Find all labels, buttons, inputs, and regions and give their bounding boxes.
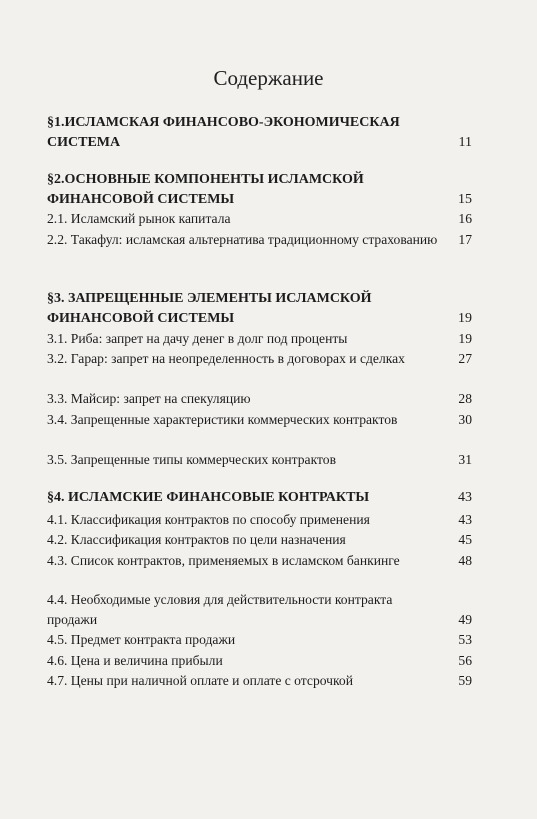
toc-entry-page: 27 bbox=[458, 351, 472, 366]
toc-entry-title: 3.1. Риба: запрет на дачу денег в долг под проценты bbox=[47, 331, 348, 346]
toc-entry-3-5 bbox=[47, 450, 472, 470]
toc-entry-page: 56 bbox=[458, 653, 472, 668]
toc-entry-page: 43 bbox=[458, 490, 472, 505]
toc-entry-4-2 bbox=[47, 530, 472, 550]
toc-entry-3-3 bbox=[47, 389, 472, 409]
toc-section-3 bbox=[47, 289, 472, 328]
toc-entry-title: 3.4. Запрещенные характеристики коммерческих контрактов bbox=[47, 412, 398, 427]
toc-entry-title: 4.7. Цены при наличной оплате и оплате с отсрочкой bbox=[47, 673, 354, 688]
toc-entry-page: 45 bbox=[458, 532, 472, 547]
toc-entry-page: 30 bbox=[458, 412, 472, 427]
toc-entry-3-1 bbox=[47, 329, 472, 349]
toc-entry-page: 19 bbox=[458, 331, 472, 346]
toc-entry-page: 48 bbox=[458, 553, 472, 568]
toc-entry-title: §3. ЗАПРЕЩЕННЫЕ ЭЛЕМЕНТЫ ИСЛАМСКОЙ ФИНАНСОВОЙ СИСТЕМЫ bbox=[47, 291, 372, 326]
toc-entry-2-2 bbox=[47, 230, 472, 250]
toc-entry-4-3 bbox=[47, 551, 472, 571]
toc-section-2 bbox=[47, 170, 472, 209]
toc-entry-page: 53 bbox=[458, 632, 472, 647]
toc-entry-page: 16 bbox=[458, 211, 472, 226]
toc-entry-page: 11 bbox=[458, 134, 472, 150]
toc-entry-page: 15 bbox=[458, 191, 472, 207]
toc-entry-title: 4.1. Классификация контрактов по способу применения bbox=[47, 512, 370, 527]
toc-entry-title: 4.4. Необходимые условия для действительности контракта продажи bbox=[47, 592, 393, 627]
toc-entry-title: §1.ИСЛАМСКАЯ ФИНАНСОВО-ЭКОНОМИЧЕСКАЯ СИСТЕМА bbox=[47, 115, 400, 150]
toc-entry-page: 59 bbox=[458, 673, 472, 688]
toc-entry-page: 17 bbox=[458, 232, 472, 247]
toc-entry-page: 31 bbox=[458, 452, 472, 467]
toc-entry-title: 4.3. Список контрактов, применяемых в исламском банкинге bbox=[47, 553, 400, 568]
toc-entry-3-2 bbox=[47, 349, 472, 369]
toc-entry-title: 4.6. Цена и величина прибыли bbox=[47, 653, 223, 668]
toc-entry-3-4 bbox=[47, 410, 472, 430]
toc-entry-title: 3.5. Запрещенные типы коммерческих контрактов bbox=[47, 452, 336, 467]
toc-entry-page: 43 bbox=[458, 512, 472, 527]
toc-entry-2-1 bbox=[47, 209, 472, 229]
toc-entry-title: §2.ОСНОВНЫЕ КОМПОНЕНТЫ ИСЛАМСКОЙ ФИНАНСОВОЙ СИСТЕМЫ bbox=[47, 172, 364, 207]
toc-entry-4-1 bbox=[47, 510, 472, 530]
toc-entry-4-4 bbox=[47, 590, 472, 629]
toc-entry-4-6 bbox=[47, 651, 472, 671]
toc-section-4 bbox=[47, 488, 472, 508]
toc-entry-4-7 bbox=[47, 671, 472, 691]
toc-entry-title: 3.2. Гарар: запрет на неопределенность в договорах и сделках bbox=[47, 351, 405, 366]
toc-entry-title: 2.1. Исламский рынок капитала bbox=[47, 211, 231, 226]
toc-entry-title: 4.5. Предмет контракта продажи bbox=[47, 632, 236, 647]
toc-entry-title: 3.3. Майсир: запрет на спекуляцию bbox=[47, 391, 251, 406]
page-title: Содержание bbox=[213, 66, 324, 90]
toc-entry-page: 28 bbox=[458, 391, 472, 406]
toc-entry-page: 49 bbox=[458, 611, 472, 627]
toc-section-1 bbox=[47, 113, 472, 152]
toc-entry-title: 4.2. Классификация контрактов по цели назначения bbox=[47, 532, 346, 547]
toc-entry-page: 19 bbox=[458, 310, 472, 326]
toc-entry-title: 2.2. Такафул: исламская альтернатива традиционному страхованию bbox=[47, 232, 438, 247]
toc-entry-4-5 bbox=[47, 630, 472, 650]
toc-entry-title: §4. ИСЛАМСКИЕ ФИНАНСОВЫЕ КОНТРАКТЫ bbox=[47, 490, 370, 505]
